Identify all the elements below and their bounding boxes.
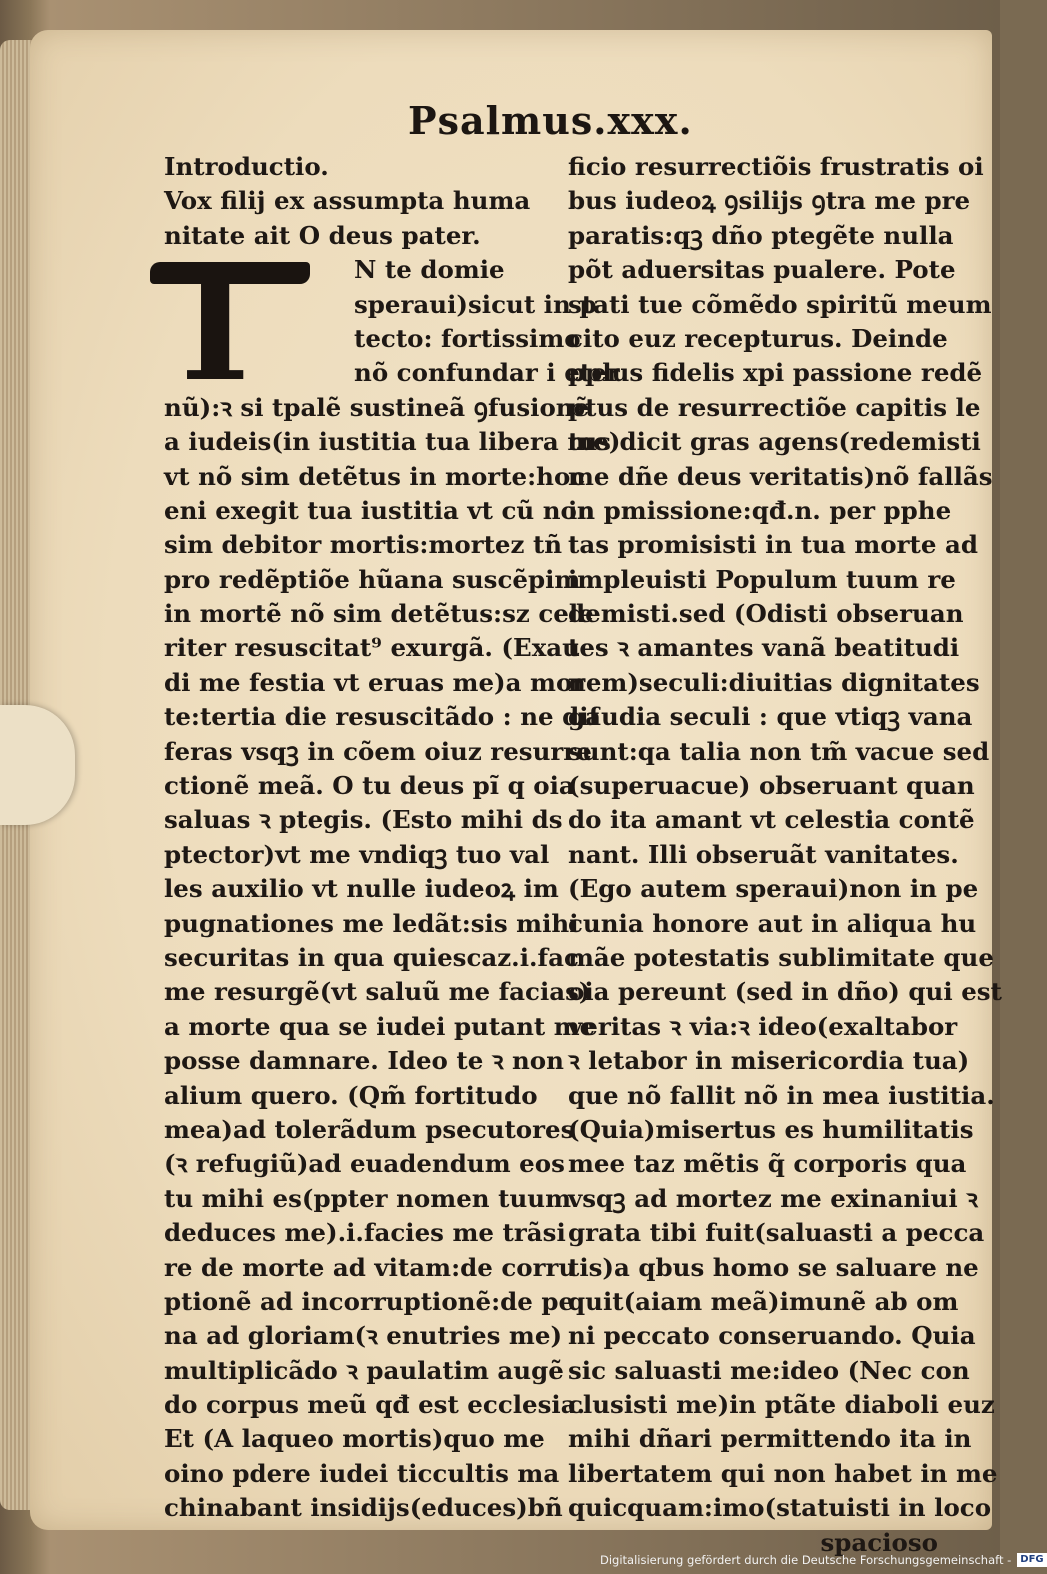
text-line: mee taz mẽtis q̃ corporis qua [568,1149,967,1179]
text-line: sic saluasti me:ideo (Nec con [568,1355,970,1385]
intro-line: nitate ait O deus pater. [164,220,481,250]
text-line: a morte qua se iudei putant me [164,1011,596,1041]
text-line: sunt:qa talia non tm̃ vacue sed [568,736,990,766]
text-line: tus dicit gras agens(redemisti [568,427,981,457]
dfg-logo: DFG [1017,1553,1046,1567]
text-line: ptus de resurrectiõe capitis le [568,392,981,422]
text-line: alium quero. (Qm̃ fortitudo [164,1080,538,1110]
text-line: nũ):ꝛ si tpalẽ sustineã ꝯfusionẽ [164,392,590,422]
text-line: in pmissione:qđ.n. per pphe [568,495,952,525]
intro-line: Vox filij ex assumpta huma [164,186,531,216]
text-line: pro redẽptiõe hũana suscẽpim [164,564,581,594]
text-line: nant. Illi obseruãt vanitates. [568,839,959,869]
text-line: (superuacue) obseruant quan [568,771,975,801]
digitization-credit [600,1551,1044,1569]
intro-line: Introductio. [164,152,329,181]
text-line: tis)a qbus homo se saluare ne [568,1252,979,1282]
initial-letter: I [180,239,251,415]
text-line: que nõ fallit nõ in mea iustitia. [568,1080,995,1110]
text-line: riter resuscitat⁹ exurgã. (Exau [164,633,580,663]
text-line: clusisti me)in ptãte diaboli euz [568,1390,995,1420]
text-line: cito euz recepturus. Deinde [568,323,948,353]
text-line: deduces me).i.facies me trãsi [164,1218,566,1248]
text-line: paratis:qꝫ dño ptegẽte nulla [568,220,954,250]
text-line: oino pdere iudei ticcultis ma [164,1458,560,1488]
text-line: quit(aiam meã)imunẽ ab om [568,1286,959,1316]
text-line: stati tue cõmẽdo spiritũ meum [568,289,992,319]
left-body-lines [164,391,621,1526]
text-line: cunia honore aut in aliqua hu [568,908,977,938]
text-line: te:tertia die resuscitãdo : ne dif [164,702,600,732]
text-line: me dñe deus veritatis)nõ fallãs [568,461,993,491]
text-line: multiplicãdo ꝛ paulatim augẽ [164,1355,564,1385]
text-line: (ꝛ refugiũ)ad euadendum eos [164,1149,565,1179]
text-line: vt nõ sim detẽtus in morte:hoc [164,461,586,491]
indented-line: N te domie [354,255,505,285]
text-line: veritas ꝛ via:ꝛ ideo(exaltabor [568,1011,958,1041]
text-line: quicquam:imo(statuisti in loco [568,1493,992,1523]
text-line: chinabant insidijs(educes)bñ [164,1493,563,1523]
left-text-column [164,150,621,1526]
text-line: in mortẽ nõ sim detẽtus:sz cele [164,599,594,629]
text-line: eni exegit tua iustitia vt cũ non [164,495,595,525]
text-line: Et (A laqueo mortis)quo me [164,1424,545,1454]
text-line: do ita amant vt celestia contẽ [568,805,975,835]
text-line: tes ꝛ amantes vanã beatitudi [568,633,960,663]
text-line: spacioso [820,1527,938,1557]
text-line: vsqꝫ ad mortez me exinaniui ꝛ [568,1183,978,1213]
text-line: (Ego autem speraui)non in pe [568,874,979,904]
text-line: securitas in qua quiescaz.i.fac [164,942,579,972]
text-line: di me festia vt eruas me)a mor [164,667,586,697]
text-line: pplus fidelis xpi passione redẽ [568,358,983,388]
text-line: mãe potestatis sublimitate que [568,942,994,972]
text-line: ptector)vt me vndiqꝫ tuo val [164,839,550,869]
text-line: grata tibi fuit(saluasti a pecca [568,1218,985,1248]
text-line: ptionẽ ad incorruptionẽ:de pe [164,1286,575,1316]
running-header: Psalmus.xxx. [408,98,693,143]
text-line: impleuisti Populum tuum re [568,564,956,594]
text-line: mihi dñari permittendo ita in [568,1424,972,1454]
text-line: na ad gloriam(ꝛ enutries me) [164,1321,563,1351]
text-line: (Quia)misertus es humilitatis [568,1114,974,1144]
text-line: ꝛ letabor in misericordia tua) [568,1046,970,1076]
text-line: tu mihi es(ppter nomen tuum [164,1183,571,1213]
text-line: ni peccato conseruando. Quia [568,1321,976,1351]
text-line: les auxilio vt nulle iudeoꝝ im [164,874,559,904]
text-line: bus iudeoꝝ ꝯsilijs ꝯtra me pre [568,186,971,216]
right-body-lines [568,150,1002,1560]
text-line: a iudeis(in iustitia tua libera me) [164,427,621,457]
indented-line: nõ confundar i eter [354,358,620,388]
text-line: do corpus meũ qđ est ecclesia. [164,1390,586,1420]
text-line: demisti.sed (Odisti obseruan [568,599,964,629]
text-line: ficio resurrectiõis frustratis oi [568,152,984,181]
text-line: saluas ꝛ ptegis. (Esto mihi ds [164,805,563,835]
text-line: mea)ad tolerãdum psecutores [164,1114,575,1144]
text-line: posse damnare. Ideo te ꝛ non [164,1046,564,1076]
text-line: tas promisisti in tua morte ad [568,530,978,560]
text-line: sim debitor mortis:mortez tñ [164,530,563,560]
text-line: feras vsqꝫ in cõem oiuz resurre [164,736,592,766]
text-line: ctionẽ meã. O tu deus pĩ q oia [164,771,575,801]
text-line: re de morte ad vitam:de corru [164,1252,577,1282]
text-line: nem)seculi:diuitias dignitates [568,667,980,697]
text-line: gaudia seculi : que vtiqꝫ vana [568,702,973,732]
text-line: oia pereunt (sed in dño) qui est [568,977,1002,1007]
right-text-column [568,150,1002,1560]
indented-line: speraui)sicut in p [354,289,597,319]
text-line: me resurgẽ(vt saluũ me facias) [164,977,591,1007]
text-line: pugnationes me ledãt:sis mihi [164,908,579,938]
indented-line: tecto: fortissimo [354,323,581,353]
text-line: libertatem qui non habet in me [568,1458,998,1488]
credit-text: Digitalisierung gefördert durch die Deutsche Forschungsgemeinschaft - [600,1553,1012,1567]
text-line: põt aduersitas pualere. Pote [568,255,956,285]
